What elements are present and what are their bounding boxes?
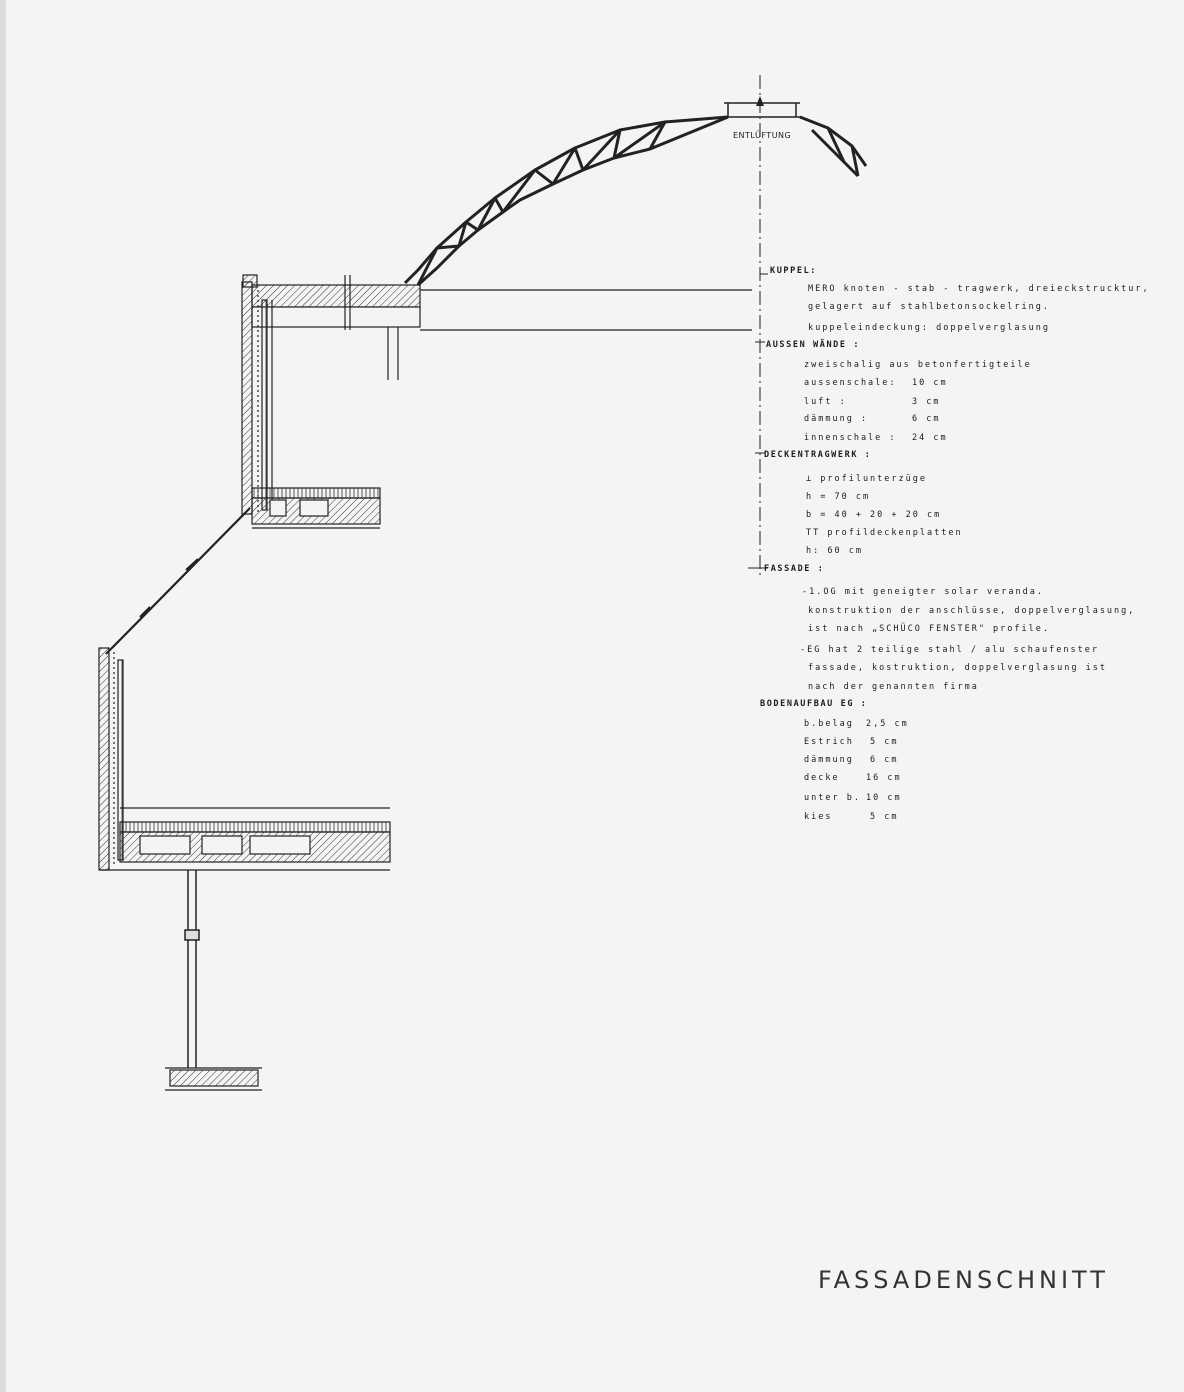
bodenaufbau-value: 2,5 cm	[866, 719, 909, 729]
fassade-line: ist nach „SCHÜCO FENSTER" profile.	[808, 624, 1050, 634]
deckentragwerk-line: TT profildeckenplatten	[806, 528, 963, 538]
aussenwaende-value: 10 cm	[912, 378, 948, 388]
aussenwaende-label: aussenschale:	[804, 378, 897, 388]
upper-floor-slab	[252, 488, 380, 528]
fassade-heading: FASSADE :	[764, 564, 825, 574]
deckentragwerk-line: ⊥ profilunterzüge	[806, 474, 927, 484]
bodenaufbau-value: 16 cm	[866, 773, 902, 783]
aussenwaende-value: 6 cm	[912, 414, 941, 424]
fassade-line: konstruktion der anschlüsse, doppelverglasung,	[808, 606, 1136, 616]
deckentragwerk-line: b = 40 + 20 + 20 cm	[806, 510, 942, 520]
dome-truss	[405, 117, 866, 285]
fassade-line: -1.OG mit geneigter solar veranda.	[802, 587, 1044, 597]
kuppel-line: MERO knoten - stab - tragwerk, dreieckstrucktur,	[808, 284, 1150, 294]
bodenaufbau-label: dämmung	[804, 755, 854, 765]
aussenwaende-value: 3 cm	[912, 397, 941, 407]
scan-edge	[0, 0, 6, 1392]
drawing-title: FASSADENSCHNITT	[818, 1266, 1109, 1294]
roof-slab	[243, 275, 752, 380]
aussenwaende-intro: zweischalig aus betonfertigteile	[804, 360, 1032, 370]
aussenwaende-label: innenschale :	[804, 433, 897, 443]
bodenaufbau-label: b.belag	[804, 719, 854, 729]
bodenaufbau-value: 5 cm	[870, 812, 899, 822]
solar-veranda	[106, 508, 250, 654]
footing	[165, 1068, 262, 1090]
vent-arrow	[756, 96, 764, 106]
kuppel-line: kuppeleindeckung: doppelverglasung	[808, 323, 1050, 333]
bodenaufbau-value: 5 cm	[870, 737, 899, 747]
kuppel-line: gelagert auf stahlbetonsockelring.	[808, 302, 1050, 312]
deckentragwerk-heading: DECKENTRAGWERK :	[764, 450, 872, 460]
fassade-line: fassade, kostruktion, doppelverglasung ist	[808, 663, 1107, 673]
bodenaufbau-label: decke	[804, 773, 840, 783]
bodenaufbau-label: kies	[804, 812, 833, 822]
bodenaufbau-label: unter b.	[804, 793, 861, 803]
fassade-line: -EG hat 2 teilige stahl / alu schaufenster	[800, 645, 1099, 655]
fassade-line: nach der genannten firma	[808, 682, 979, 692]
ground-floor-slab	[100, 808, 390, 870]
deckentragwerk-line: h: 60 cm	[806, 546, 863, 556]
aussenwaende-label: dämmung :	[804, 414, 869, 424]
column	[185, 870, 199, 1068]
vent-label: ENTLÜFTUNG	[733, 131, 792, 140]
aussenwaende-value: 24 cm	[912, 433, 948, 443]
aussenwaende-heading: AUSSEN WÄNDE :	[766, 340, 861, 350]
bodenaufbau-value: 6 cm	[870, 755, 899, 765]
kuppel-heading: KUPPEL:	[770, 266, 818, 276]
bodenaufbau-value: 10 cm	[866, 793, 902, 803]
bodenaufbau-label: Estrich	[804, 737, 854, 747]
aussenwaende-label: luft :	[804, 397, 847, 407]
deckentragwerk-line: h = 70 cm	[806, 492, 871, 502]
bodenaufbau-heading: BODENAUFBAU EG :	[760, 699, 868, 709]
